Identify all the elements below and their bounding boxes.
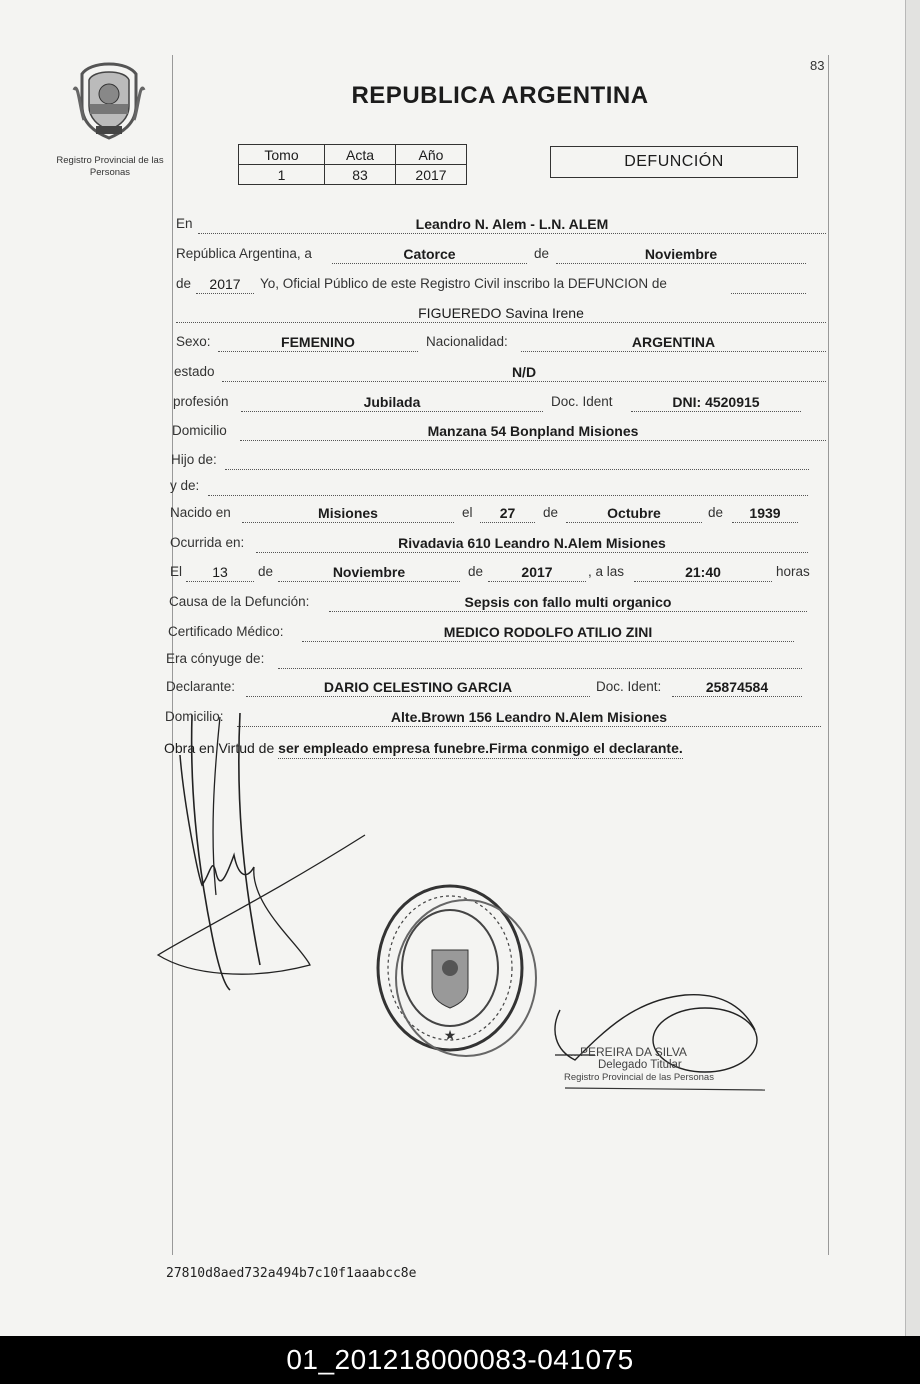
row-cause bbox=[169, 594, 828, 614]
record-value-tomo: 1 bbox=[239, 165, 325, 185]
label-domicilio: Domicilio bbox=[172, 423, 227, 438]
record-table-value-row bbox=[239, 165, 467, 185]
record-header-ano: Año bbox=[396, 145, 467, 165]
record-table bbox=[238, 144, 467, 185]
field-death-time: 21:40 bbox=[634, 564, 772, 582]
label-profesion: profesión bbox=[173, 394, 229, 409]
registry-label: Registro Provincial de las Personas bbox=[56, 155, 164, 178]
row-estado bbox=[174, 364, 828, 384]
stamp-official-role: Delegado Titular bbox=[598, 1059, 682, 1071]
label-el: el bbox=[462, 505, 473, 520]
label-ocurrida: Ocurrida en: bbox=[170, 535, 245, 550]
record-header-tomo: Tomo bbox=[239, 145, 325, 165]
label-doc-ident2: Doc. Ident: bbox=[596, 679, 662, 694]
label-de4: de bbox=[708, 505, 724, 520]
field-deceased-name: FIGUEREDO Savina Irene bbox=[176, 305, 826, 323]
row-profession bbox=[173, 394, 828, 414]
page-number: 83 bbox=[810, 58, 825, 73]
field-causa: Sepsis con fallo multi organico bbox=[329, 594, 807, 612]
row-declaration bbox=[176, 276, 828, 296]
label-a-las: , a las bbox=[588, 564, 625, 579]
field-place: Leandro N. Alem - L.N. ALEM bbox=[198, 216, 826, 234]
label-de: de bbox=[534, 246, 550, 261]
footer-document-id: 01_201218000083-041075 bbox=[286, 1344, 634, 1375]
row-place bbox=[176, 216, 828, 236]
field-dni: DNI: 4520915 bbox=[631, 394, 801, 412]
row-certificate bbox=[168, 624, 828, 644]
row-sex-nationality bbox=[176, 334, 828, 354]
row-spouse bbox=[166, 651, 828, 671]
label-nacido: Nacido en bbox=[170, 505, 231, 520]
row-hijo bbox=[171, 452, 828, 472]
margin-rule-right bbox=[828, 55, 829, 1255]
label-obra: Obra en Virtud de bbox=[164, 740, 275, 756]
page-title: REPUBLICA ARGENTINA bbox=[351, 82, 649, 109]
label-el2: El bbox=[170, 564, 183, 579]
label-doc-ident: Doc. Ident bbox=[551, 394, 613, 409]
field-blank-after-yo bbox=[731, 276, 806, 294]
record-header-acta: Acta bbox=[325, 145, 396, 165]
row-death-date bbox=[170, 564, 828, 584]
stamp-registry: Registro Provincial de las Personas bbox=[564, 1072, 714, 1083]
row-birth bbox=[170, 505, 828, 525]
label-de2: de bbox=[176, 276, 192, 291]
province-crest-logo bbox=[70, 60, 148, 142]
document-hash: 27810d8aed732a494b7c10f1aaabcc8e bbox=[166, 1266, 417, 1281]
field-birth-day: 27 bbox=[480, 505, 535, 523]
field-declarante-domicilio: Alte.Brown 156 Leandro N.Alem Misiones bbox=[237, 709, 821, 727]
label-hijo: Hijo de: bbox=[171, 452, 217, 467]
field-death-day: 13 bbox=[186, 564, 254, 582]
svg-text:★: ★ bbox=[443, 1028, 457, 1044]
field-declarante-doc: 25874584 bbox=[672, 679, 802, 697]
label-causa: Causa de la Defunción: bbox=[169, 594, 310, 609]
label-de3: de bbox=[543, 505, 559, 520]
field-sexo: FEMENINO bbox=[218, 334, 418, 352]
field-year: 2017 bbox=[196, 276, 254, 294]
label-republica: República Argentina, a bbox=[176, 246, 312, 261]
field-profesion: Jubilada bbox=[241, 394, 543, 412]
row-y-de bbox=[170, 478, 828, 498]
label-declarante: Declarante: bbox=[166, 679, 236, 694]
field-estado: N/D bbox=[222, 364, 826, 382]
record-value-ano: 2017 bbox=[396, 165, 467, 185]
label-yo-text: Yo, Oficial Público de este Registro Civil inscribo la DEFUNCION de bbox=[260, 276, 667, 291]
field-day-words: Catorce bbox=[332, 246, 527, 264]
field-nacido-en: Misiones bbox=[242, 505, 454, 523]
field-death-year: 2017 bbox=[488, 564, 586, 582]
row-occurred bbox=[170, 535, 828, 555]
row-registration-date bbox=[176, 246, 828, 266]
field-hijo bbox=[225, 452, 809, 470]
row-domicilio bbox=[172, 423, 828, 443]
row-declarant bbox=[166, 679, 828, 699]
label-horas: horas bbox=[776, 564, 810, 579]
record-table-header-row bbox=[239, 145, 467, 165]
field-birth-month: Octubre bbox=[566, 505, 702, 523]
row-deceased-name bbox=[176, 305, 828, 325]
label-sexo: Sexo: bbox=[176, 334, 211, 349]
field-conyuge bbox=[278, 651, 802, 669]
label-nacionalidad: Nacionalidad: bbox=[426, 334, 508, 349]
document-type-box: DEFUNCIÓN bbox=[550, 146, 798, 178]
field-obra: ser empleado empresa funebre.Firma conmigo el declarante. bbox=[278, 740, 683, 759]
stamp-official-name: ...PEREIRA DA SILVA bbox=[570, 1045, 687, 1059]
label-de6: de bbox=[468, 564, 484, 579]
declarant-signature bbox=[150, 705, 370, 995]
record-value-acta: 83 bbox=[325, 165, 396, 185]
official-seal bbox=[370, 880, 540, 1060]
field-declarante: DARIO CELESTINO GARCIA bbox=[246, 679, 590, 697]
label-y-de: y de: bbox=[170, 478, 200, 493]
label-conyuge: Era cónyuge de: bbox=[166, 651, 265, 666]
label-de5: de bbox=[258, 564, 274, 579]
field-death-month: Noviembre bbox=[278, 564, 460, 582]
label-en: En bbox=[176, 216, 193, 231]
label-domicilio2: Domicilio: bbox=[165, 709, 224, 724]
field-domicilio: Manzana 54 Bonpland Misiones bbox=[240, 423, 826, 441]
field-birth-year: 1939 bbox=[732, 505, 798, 523]
field-ocurrida: Rivadavia 610 Leandro N.Alem Misiones bbox=[256, 535, 808, 553]
label-certificado: Certificado Médico: bbox=[168, 624, 284, 639]
page-edge bbox=[905, 0, 920, 1336]
field-month: Noviembre bbox=[556, 246, 806, 264]
field-nacionalidad: ARGENTINA bbox=[521, 334, 826, 352]
field-certificado: MEDICO RODOLFO ATILIO ZINI bbox=[302, 624, 794, 642]
field-y-de bbox=[208, 478, 808, 496]
label-estado: estado bbox=[174, 364, 215, 379]
